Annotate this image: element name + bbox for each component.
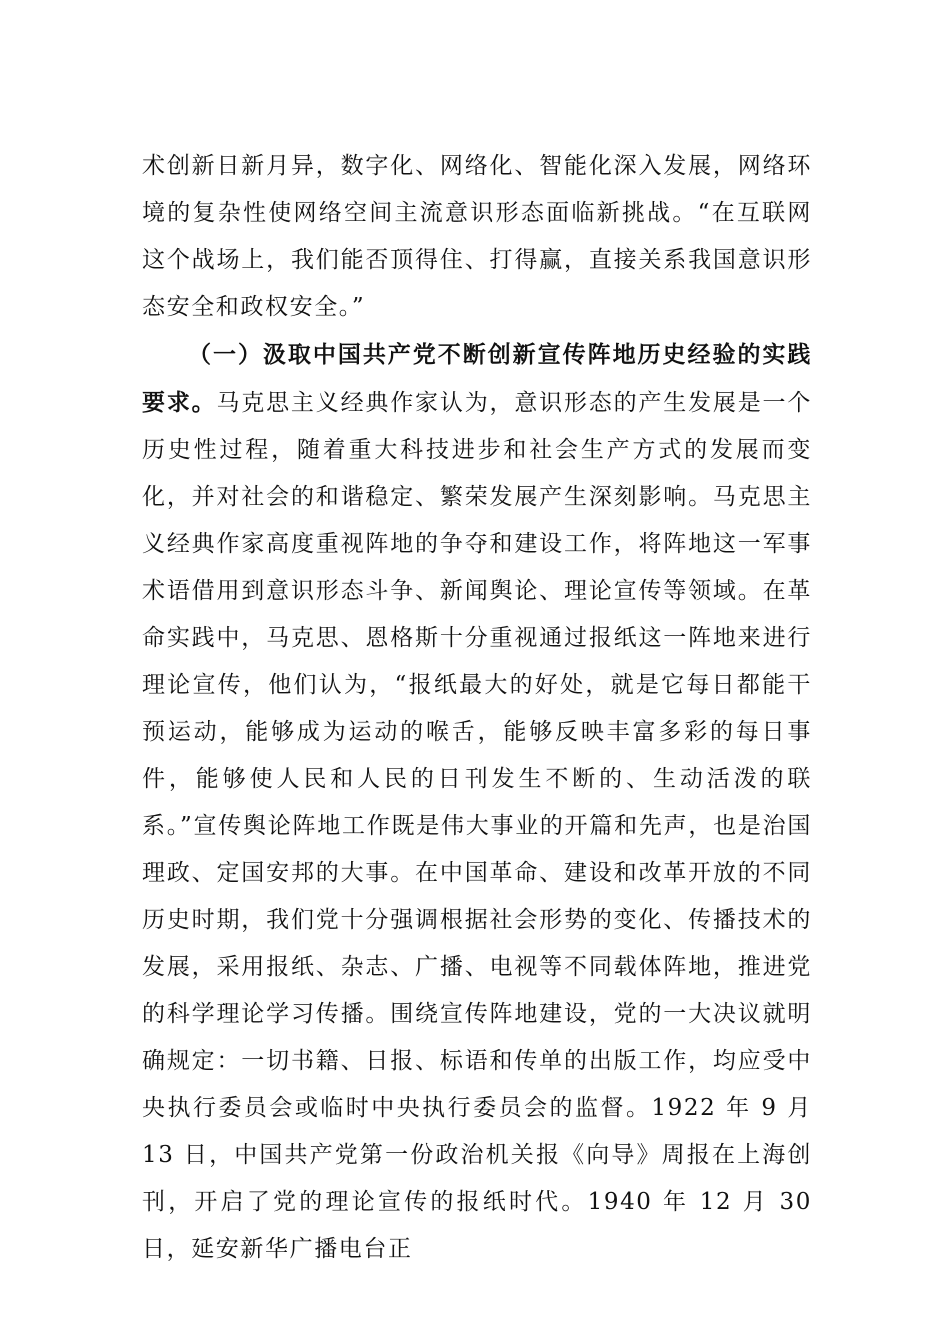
document-body <box>142 143 812 1273</box>
paragraph-continuation: 术创新日新月异，数字化、网络化、智能化深入发展，网络环境的复杂性使网络空间主流意识形态面临新挑战。“在互联网这个战场上，我们能否顶得住、打得赢，直接关系我国意识形态安全和政权安全。” <box>142 153 812 320</box>
section-body-text: 马克思主义经典作家认为，意识形态的产生发展是一个历史性过程，随着重大科技进步和社会生产方式的发展而变化，并对社会的和谐稳定、繁荣发展产生深刻影响。马克思主义经典作家高度重视阵地的争夺和建设工作，将阵地这一军事术语借用到意识形态斗争、新闻舆论、理论宣传等领域。在革命实践中，马克思、恩格斯十分重视通过报纸这一阵地来进行理论宣传，他们认为，“报纸最大的好处，就是它每日都能干预运动，能够成为运动的喉舌，能够反映丰富多彩的每日事件，能够使人民和人民的日刊发生不断的、生动活泼的联系。”宣传舆论阵地工作既是伟大事业的开篇和先声，也是治国理政、定国安邦的大事。在中国革命、建设和改革开放的不同历史时期，我们党十分强调根据社会形势的变化、传播技术的发展，采用报纸、杂志、广播、电视等不同载体阵地，推进党的科学理论学习传播。围绕宣传阵地建设，党的一大决议就明确规定：一切书籍、日报、标语和传单的出版工作，均应受中央执行委员会或临时中央执行委员会的监督。1922 年 9 月 13 日，中国共产党第一份政治机关报《向导》周报在上海创刊，开启了党的理论宣传的报纸时代。1940 年 12 月 30 日，延安新华广播电台正 <box>142 390 812 1262</box>
section-paragraph <box>142 331 812 1273</box>
section-heading: （一）汲取中国共产党不断创新宣传阵地历史经验的实践要求。 <box>142 341 812 416</box>
